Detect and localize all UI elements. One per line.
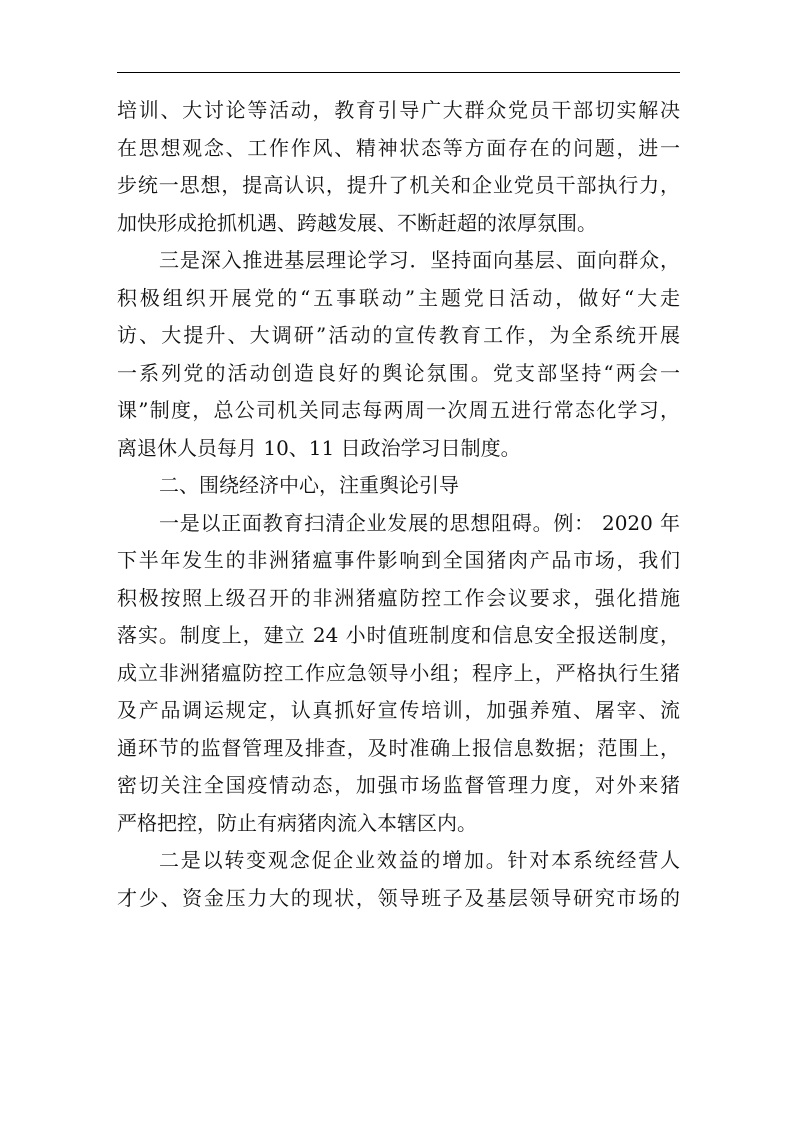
paragraph-line: 在思想观念、工作作风、精神状态等方面存在的问题，进一 (117, 135, 680, 160)
paragraph-line: 积极按照上级召开的非洲猪瘟防控工作会议要求，强化措施 (117, 585, 680, 610)
paragraph-line: 落实。制度上，建立 24 小时值班制度和信息安全报送制度， (117, 623, 680, 647)
paragraph-line: 才少、资金压力大的现状，领导班子及基层领导研究市场的 (117, 885, 680, 910)
paragraph-line: 培训、大讨论等活动，教育引导广大群众党员干部切实解决 (117, 98, 680, 122)
paragraph-line: 及产品调运规定，认真抓好宣传培训，加强养殖、屠宰、流 (117, 698, 680, 722)
paragraph-line: 成立非洲猪瘟防控工作应急领导小组；程序上，严格执行生猪 (117, 660, 680, 685)
paragraph-line: 三是深入推进基层理论学习．坚持面向基层、面向群众， (159, 248, 680, 272)
paragraph-line: 二是以转变观念促企业效益的增加。针对本系统经营人 (159, 848, 680, 872)
section-heading: 二、围绕经济中心，注重舆论引导 (159, 473, 459, 497)
paragraph-line: 积极组织开展党的“五事联动”主题党日活动，做好“大走 (117, 285, 680, 310)
paragraph-line: 离退休人员每月 10、11 日政治学习日制度。 (117, 435, 521, 460)
paragraph-line: 加快形成抢抓机遇、跨越发展、不断赶超的浓厚氛围。 (117, 210, 597, 235)
paragraph-line: 下半年发生的非洲猪瘟事件影响到全国猪肉产品市场，我们 (117, 548, 680, 572)
document-body (117, 92, 680, 917)
paragraph-line: 课”制度，总公司机关同志每两周一次周五进行常态化学习， (117, 398, 680, 422)
paragraph-line: 访、大提升、大调研”活动的宣传教育工作，为全系统开展 (117, 323, 680, 347)
paragraph-line: 一系列党的活动创造良好的舆论氛围。党支部坚持“两会一 (117, 360, 680, 385)
paragraph-line: 严格把控，防止有病猪肉流入本辖区内。 (117, 810, 477, 835)
header-rule (117, 72, 680, 73)
paragraph-line: 步统一思想，提高认识，提升了机关和企业党员干部执行力， (117, 173, 680, 197)
paragraph-line: 密切关注全国疫情动态，加强市场监督管理力度，对外来猪 (117, 773, 680, 797)
paragraph-line: 通环节的监督管理及排查，及时准确上报信息数据；范围上， (117, 735, 680, 760)
paragraph-line: 一是以正面教育扫清企业发展的思想阻碍。例： 2020 年 (159, 510, 680, 535)
